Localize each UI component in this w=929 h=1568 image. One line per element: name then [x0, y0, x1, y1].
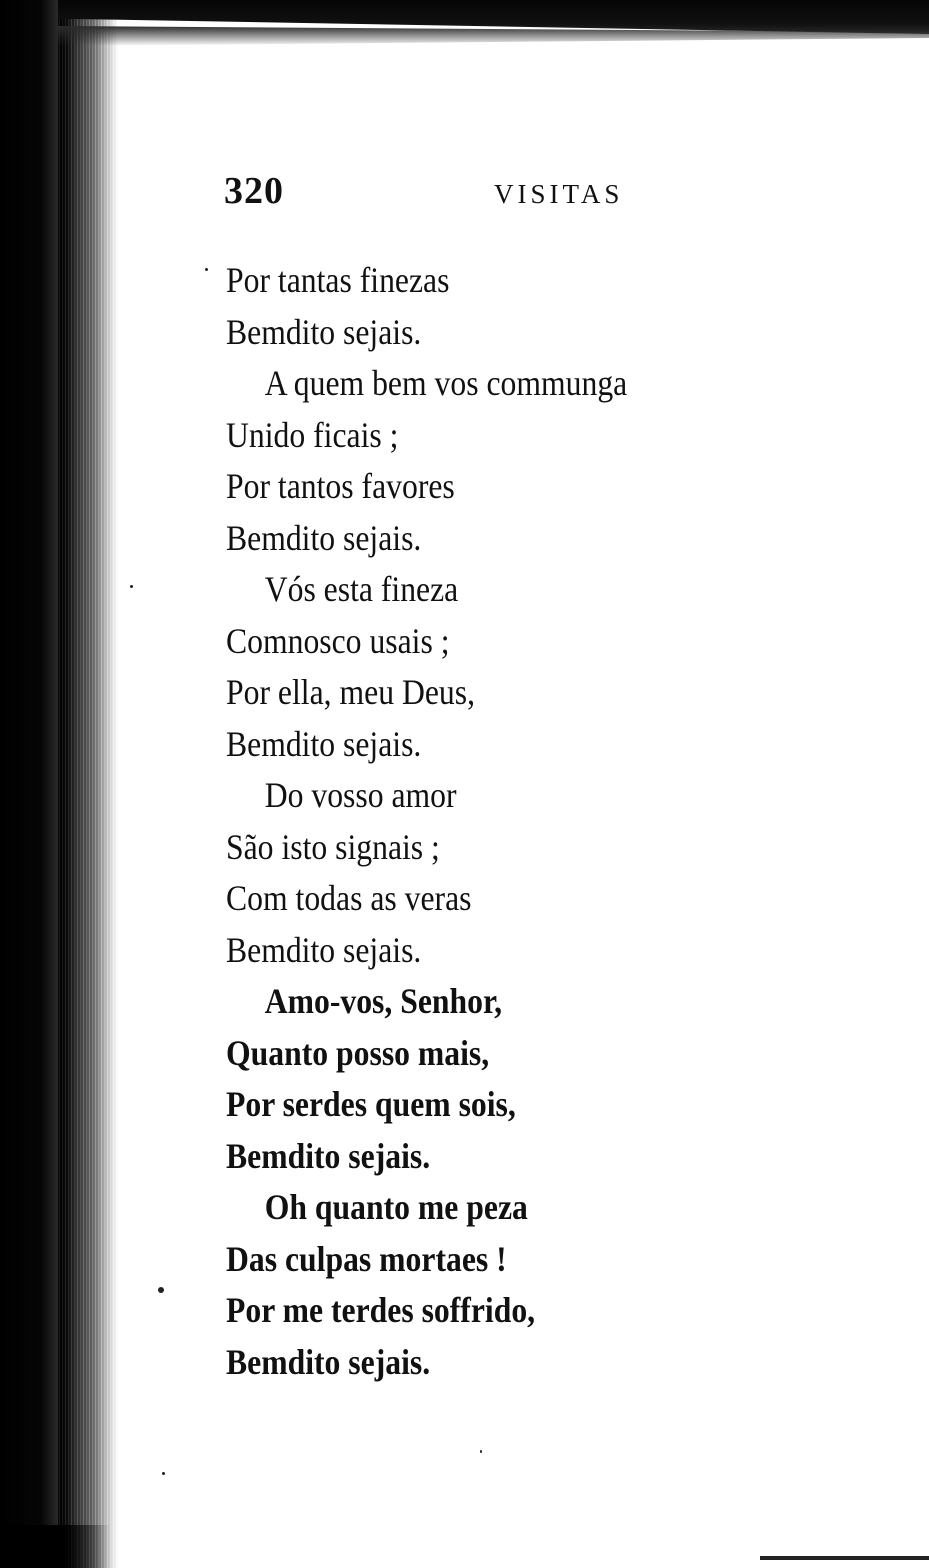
- poem-line: Por serdes quem sois,: [226, 1084, 516, 1124]
- scan-bottom-edge: [760, 1556, 929, 1560]
- running-head: VISITAS: [494, 179, 624, 209]
- poem-line: A quem bem vos communga: [264, 363, 628, 403]
- poem-line: São isto signais ;: [226, 826, 440, 867]
- poem-line: Por tantas finezas: [226, 260, 450, 300]
- poem-line: Quanto posso mais,: [226, 1032, 490, 1073]
- scan-speck: [130, 585, 133, 588]
- poem-text: [226, 255, 786, 1388]
- poem-line: Bemdito sejais.: [226, 517, 422, 558]
- scan-bottom-corner: [0, 1525, 110, 1568]
- poem-line: Bemdito sejais.: [226, 1135, 431, 1176]
- poem-line: Das culpas mortaes !: [226, 1238, 507, 1279]
- poem-line: Amo-vos, Senhor,: [264, 981, 503, 1021]
- poem-line: Por me terdes soffrido,: [226, 1290, 536, 1330]
- poem-line: Bemdito sejais.: [226, 1341, 431, 1382]
- poem-line: Bemdito sejais.: [226, 723, 422, 764]
- scan-speck: [158, 1287, 164, 1293]
- poem-line: Comnosco usais ;: [226, 620, 450, 661]
- scan-left-edge: [0, 0, 58, 1568]
- poem-line: Oh quanto me peza: [264, 1187, 528, 1227]
- poem-line: Do vosso amor: [264, 775, 457, 815]
- scan-speck: [480, 1450, 482, 1453]
- poem-line: Com todas as veras: [226, 878, 472, 918]
- page-number: 320: [224, 170, 284, 212]
- poem-line: Bemdito sejais.: [226, 929, 422, 970]
- poem-line: Vós esta fineza: [264, 569, 459, 609]
- poem-line: Bemdito sejais.: [226, 311, 422, 352]
- poem-line: Por tantos favores: [226, 466, 455, 506]
- scan-speck: [162, 1472, 165, 1475]
- scan-speck: [205, 268, 208, 271]
- poem-line: Unido ficais ;: [226, 414, 399, 455]
- poem-line: Por ella, meu Deus,: [226, 672, 475, 712]
